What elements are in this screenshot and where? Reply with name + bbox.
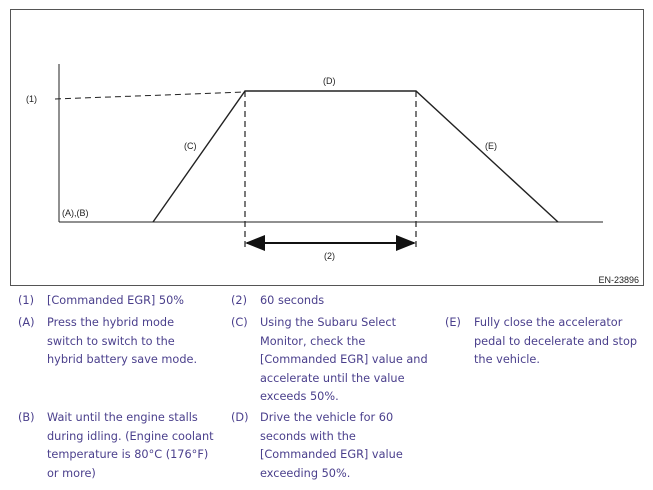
legend-text: Using the Subaru Select Monitor, check the [Commanded EGR] value and accelerate until the value exceeds 50%. [260,316,428,404]
legend-text: Press the hybrid mode switch to switch to the hybrid battery save mode. [47,316,198,367]
label-ramp-down: (E) [485,141,497,151]
legend-item-a [18,314,228,374]
label-level: (1) [26,94,37,104]
legend-key: (E) [445,316,461,329]
legend-item-c [231,314,443,410]
legend-item-b [18,409,228,487]
figure-id: EN-23896 [598,275,639,285]
legend-text: Drive the vehicle for 60 seconds with the [Commanded EGR] value exceeding 50%. [260,411,403,480]
legend-text: Wait until the engine stalls during idling. (Engine coolant temperature is 80°C (176°F) or more) [47,411,214,480]
legend-text: [Commanded EGR] 50% [47,294,185,307]
legend-key: (B) [18,411,35,424]
legend-item-d [231,409,443,487]
label-duration: (2) [324,251,335,261]
legend-key: (A) [18,316,35,329]
legend-key: (2) [231,294,248,307]
label-hold: (D) [323,76,336,86]
legend-item-e [445,314,651,374]
legend-key: (C) [231,316,248,329]
legend-text: 60 seconds [260,294,325,307]
label-ramp-up: (C) [184,141,197,151]
legend-key: (D) [231,411,249,424]
legend-text: Fully close the accelerator pedal to decelerate and stop the vehicle. [474,316,638,367]
legend-item-2 [231,292,441,312]
legend-item-1 [18,292,228,312]
label-origin: (A),(B) [62,208,89,218]
legend-key: (1) [18,294,35,307]
